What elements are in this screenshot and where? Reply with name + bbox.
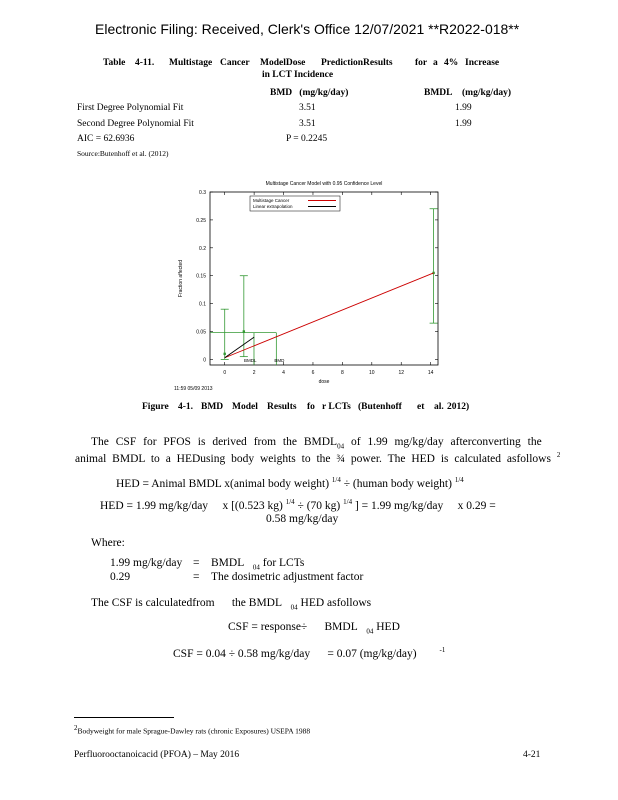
- where-row-2-eq: =: [193, 571, 200, 583]
- p1-word: The: [91, 436, 109, 448]
- p1-word: 1.99: [367, 436, 388, 448]
- table-title-word: for: [415, 58, 428, 68]
- where-row-2-a: 0.29: [110, 571, 131, 583]
- p1-word: weights: [259, 452, 296, 465]
- page-number: 4-21: [523, 750, 541, 760]
- paragraph-1-line-1: [91, 436, 542, 450]
- col-bmd-label: BMD: [270, 88, 293, 98]
- p-value: P = 0.2245: [286, 134, 328, 144]
- caption-word: al.: [434, 402, 444, 412]
- footnote-divider: [74, 717, 174, 718]
- caption-word: r LCTs: [322, 402, 351, 412]
- table-title-word: 4-11.: [135, 58, 155, 68]
- p1-word: PFOS: [163, 436, 191, 448]
- p1-word: CSF: [115, 436, 137, 448]
- caption-word: 4-1.: [178, 402, 194, 412]
- csf-intro: [91, 597, 371, 611]
- col-bmdl-unit: (mg/kg/day): [462, 88, 512, 98]
- table-title-word: Increase: [465, 58, 500, 68]
- p1-word: animal: [75, 452, 107, 465]
- y-tick-label: 0.05: [196, 329, 206, 336]
- col-bmd: [270, 88, 348, 98]
- footnote-text: Bodyweight for male Sprague-Dawley rats (chronic Exposures) USEPA 1988: [77, 726, 311, 736]
- eq1-exponent: 1/4: [454, 476, 464, 484]
- p1-word: BMDL: [112, 452, 145, 465]
- eq1-exponent: 1/4: [331, 476, 341, 484]
- para2-part: HED asfollows: [300, 597, 372, 609]
- col-bmdl: [424, 88, 511, 98]
- data-point: [224, 353, 226, 355]
- where-bmdl: BMDL: [211, 557, 245, 569]
- hed-result: 0.58 mg/kg/day: [266, 513, 339, 525]
- csf2-exponent: -1: [439, 646, 446, 654]
- table-row-label: Second Degree Polynomial Fit: [77, 119, 194, 129]
- table-cell-bmd: 3.51: [299, 103, 316, 113]
- p1-word: to: [150, 452, 160, 465]
- x-axis-label: dose: [318, 379, 330, 385]
- table-title-word: Multistage: [169, 58, 213, 68]
- table-title-word: 4%: [444, 58, 459, 68]
- csf1-part: BMDL: [324, 621, 358, 633]
- table-cell-bmd: 3.51: [299, 119, 316, 129]
- legend-entry: Multistage Cancer: [253, 198, 290, 203]
- table-title-word: Cancer: [220, 58, 250, 68]
- p1-word: from: [253, 436, 277, 448]
- eq2-part: x 0.29 =: [457, 499, 496, 512]
- x-tick-label: 14: [427, 370, 434, 376]
- caption-word: Results: [267, 402, 297, 412]
- y-tick-label: 0.2: [199, 245, 206, 252]
- x-tick-label: 0: [223, 370, 227, 376]
- eq2-exponent: 1/4: [343, 498, 353, 506]
- table-title-word: ModelDose: [260, 58, 306, 68]
- p1-word: a: [165, 452, 171, 465]
- y-tick-label: 0.25: [196, 217, 206, 224]
- para2-subscript: 04: [290, 603, 298, 612]
- csf1-part: HED: [376, 621, 400, 633]
- x-tick-label: 12: [398, 370, 405, 376]
- p1-word: The: [387, 452, 406, 465]
- table-title-line2: in LCT Incidence: [262, 70, 334, 80]
- bmd-chart: [160, 175, 460, 395]
- y-tick-label: 0.3: [199, 190, 206, 196]
- filing-stamp: Electronic Filing: Received, Clerk's Office 12/07/2021 **R2022-018**: [95, 21, 520, 37]
- csf2-part: CSF = 0.04 ÷ 0.58 mg/kg/day: [173, 647, 311, 660]
- p1-word: HEDusing: [176, 452, 226, 465]
- table-title-word: PredictionResults: [321, 58, 393, 68]
- y-axis-label: Fraction affected: [178, 259, 184, 298]
- p1-word: body: [231, 452, 255, 465]
- footer-document-title: Perfluorooctanoicacid (PFOA) – May 2016: [74, 750, 240, 760]
- where-subscript: 04: [252, 563, 260, 572]
- where-row-1-a: 1.99 mg/kg/day: [110, 557, 183, 569]
- p1-word: derived: [212, 436, 247, 448]
- y-tick-label: 0: [203, 357, 206, 364]
- bmdl-label: BMDL: [243, 358, 257, 363]
- p1-word: to: [301, 452, 311, 465]
- eq2-part: x [(0.523 kg): [222, 499, 283, 512]
- p1-word: HED: [411, 452, 435, 465]
- p1-subscript: 04: [337, 442, 345, 451]
- footnote: [74, 724, 310, 736]
- caption-word: Figure: [142, 402, 169, 412]
- table-row-label: First Degree Polynomial Fit: [77, 103, 184, 113]
- where-text: for LCTs: [262, 557, 305, 569]
- where-row-1-eq: =: [193, 557, 200, 569]
- csf2-part: = 0.07 (mg/kg/day): [327, 647, 417, 660]
- chart-title: Multistage Cancer Model with 0.95 Confidence Level: [265, 181, 383, 187]
- x-tick-label: 4: [282, 370, 285, 376]
- p1-word: for: [143, 436, 157, 448]
- p1-word: calculated: [454, 452, 501, 465]
- x-tick-label: 6: [311, 370, 315, 376]
- footnote-ref[interactable]: 2: [556, 451, 561, 459]
- csf-calculation: [173, 646, 445, 660]
- p1-word: of: [350, 436, 361, 448]
- x-tick-label: 8: [340, 370, 344, 376]
- x-tick-label: 10: [369, 370, 375, 376]
- p1-word: BMDL: [303, 436, 338, 448]
- p1-word: asfollows: [506, 452, 551, 465]
- caption-word: Model: [232, 402, 258, 412]
- p1-word: is: [440, 452, 449, 465]
- caption-word: et: [417, 402, 425, 412]
- legend-entry: Linear extrapolation: [253, 204, 293, 209]
- eq2-exponent: 1/4: [285, 498, 295, 506]
- y-tick-label: 0.15: [196, 273, 206, 280]
- col-bmd-unit: (mg/kg/day): [299, 88, 349, 98]
- p1-word: ¾: [336, 452, 346, 465]
- para2-part: The CSF is calculatedfrom: [91, 597, 215, 609]
- csf1-subscript: 04: [366, 627, 374, 636]
- col-bmdl-label: BMDL: [424, 88, 453, 98]
- csf-formula: [228, 621, 400, 635]
- p1-word: afterconverting: [450, 436, 521, 448]
- eq2-part: HED = 1.99 mg/kg/day: [100, 499, 209, 512]
- p1-word: mg/kg/day: [394, 436, 444, 448]
- p1-word: the: [282, 436, 297, 448]
- caption-word: 2012): [447, 402, 470, 412]
- eq2-part: ] = 1.99 mg/kg/day: [354, 499, 444, 512]
- data-point: [243, 330, 245, 332]
- table-cell-bmdl: 1.99: [455, 119, 472, 129]
- p1-word: the: [316, 452, 331, 465]
- bmd-label: BMD: [274, 358, 285, 363]
- where-label: Where:: [91, 537, 125, 549]
- hed-calculation: [100, 498, 496, 512]
- para2-part: the BMDL: [231, 597, 283, 609]
- table-cell-bmdl: 1.99: [455, 103, 472, 113]
- y-tick-label: 0.1: [199, 301, 206, 308]
- aic-value: AIC = 62.6936: [77, 134, 135, 144]
- paragraph-1-line-2: [75, 451, 560, 465]
- chart-timestamp: 11:59 05/09 2013: [174, 386, 213, 392]
- where-row-1-b: [211, 557, 304, 571]
- table-source: Source:Butenhoff et al. (2012): [77, 149, 169, 158]
- table-title-word: Table: [103, 58, 126, 68]
- caption-word: (Butenhoff: [358, 402, 402, 412]
- csf1-part: CSF = response÷: [228, 621, 308, 633]
- eq1-left: HED = Animal BMDL x(animal body weight): [116, 477, 330, 490]
- table-title-word: a: [433, 58, 438, 68]
- footnote-number: 2: [74, 724, 78, 732]
- model-curve: [225, 273, 434, 358]
- eq2-part: ÷ (70 kg): [297, 499, 341, 512]
- p1-word: is: [197, 436, 206, 448]
- eq1-mid: ÷ (human body weight): [343, 477, 452, 490]
- x-tick-label: 2: [252, 370, 256, 376]
- p1-word: power.: [350, 452, 382, 465]
- caption-word: BMD: [201, 402, 224, 412]
- p1-word: the: [527, 436, 542, 448]
- where-row-2-b: The dosimetric adjustment factor: [211, 571, 364, 583]
- hed-equation: [116, 476, 464, 490]
- caption-word: fo: [307, 402, 315, 412]
